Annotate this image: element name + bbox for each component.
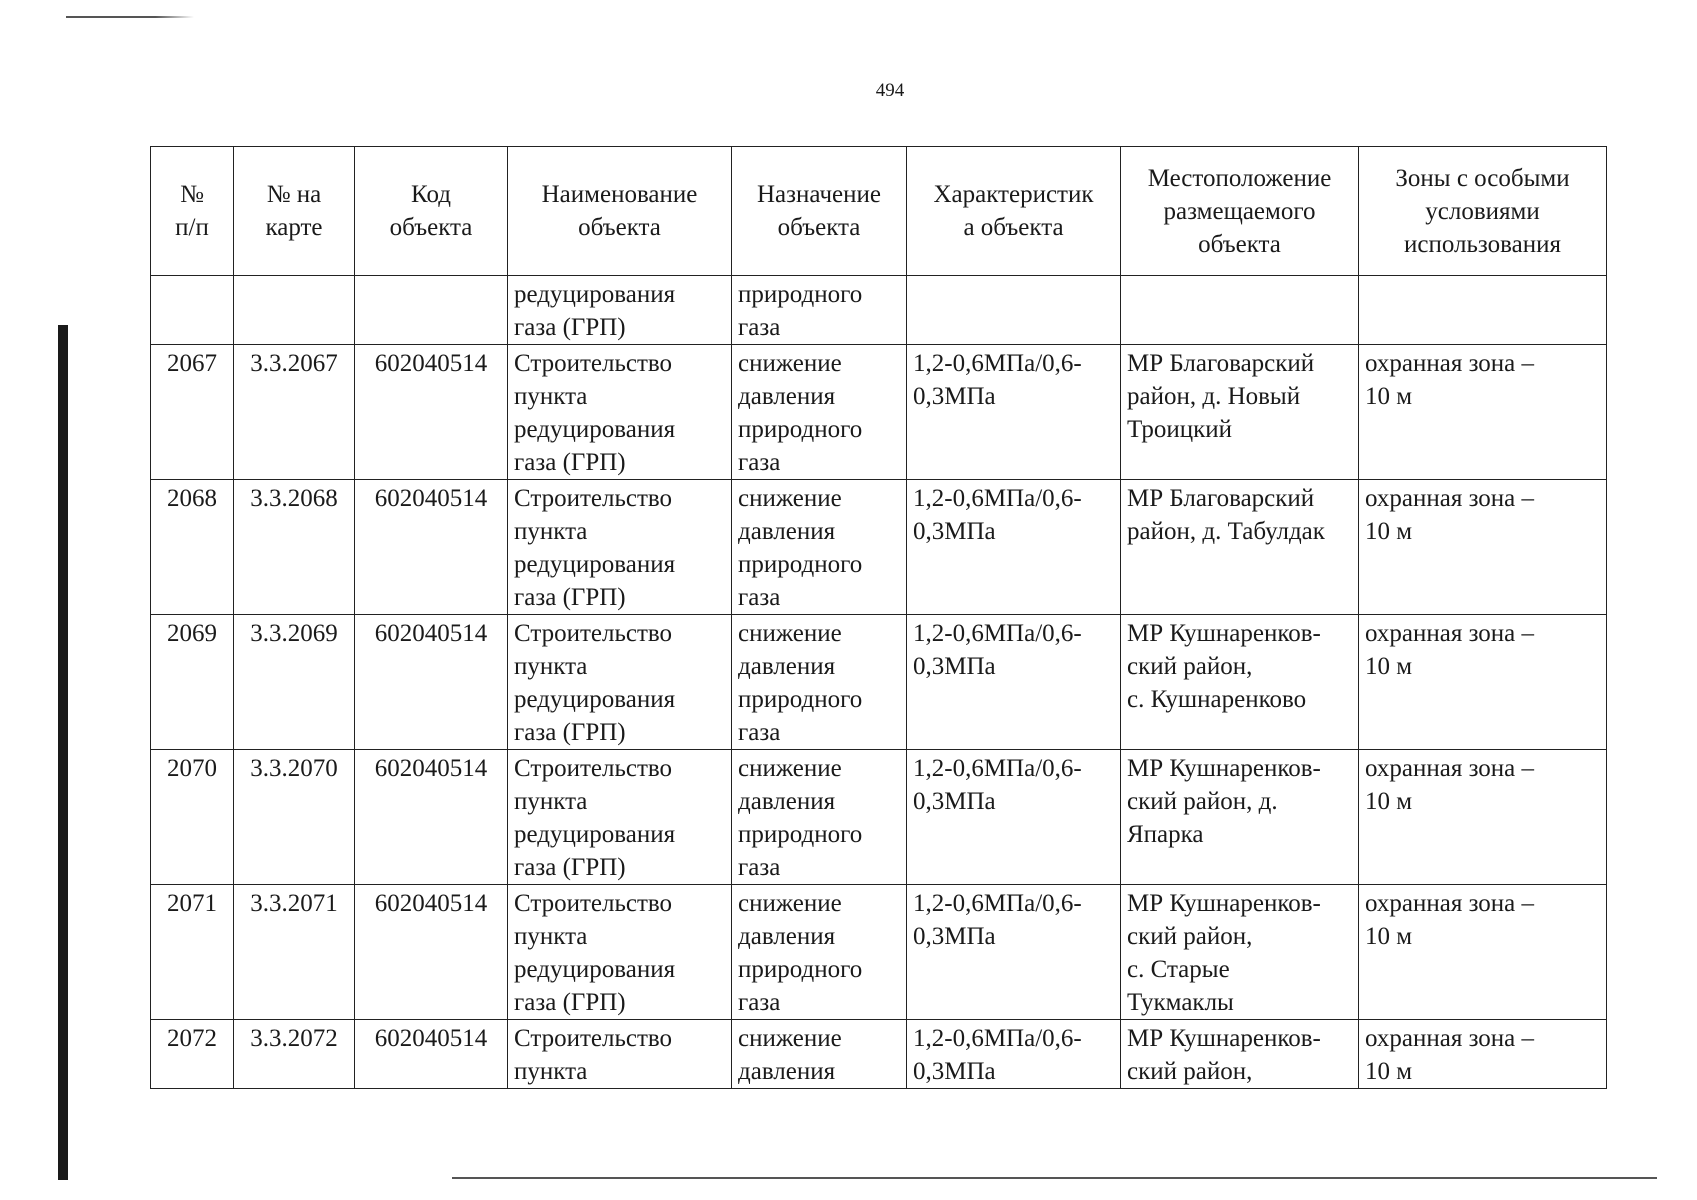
table-cell — [1121, 1020, 1359, 1089]
cell-text-line: ский район, д. — [1127, 788, 1278, 815]
scan-artifact-top-line — [66, 16, 194, 18]
cell-text-line: газа (ГРП) — [514, 854, 626, 881]
cell-text-line: редуцирования — [514, 281, 676, 308]
cell-text-line: 1,2-0,6МПа/0,6- — [913, 755, 1082, 782]
cell-text-line: природного — [738, 956, 863, 983]
cell-text-line: размещаемого — [1163, 197, 1316, 225]
cell-text-line: природного — [738, 281, 863, 308]
table-cell — [508, 750, 732, 885]
cell-text-line: 3.3.2067 — [250, 350, 338, 377]
cell-text-line: Код — [411, 181, 451, 208]
cell-text-line: МР Кушнаренков- — [1127, 890, 1321, 917]
scan-artifact-bottom-line — [452, 1177, 1657, 1179]
cell-text-line: 602040514 — [374, 620, 488, 647]
cell-text-line: Характеристик — [933, 181, 1094, 208]
table-cell — [234, 1020, 355, 1089]
cell-text-line: 10 м — [1365, 518, 1413, 545]
cell-text-line: охранная зона – — [1365, 620, 1535, 647]
cell-text-line: газа (ГРП) — [514, 449, 626, 476]
table-cell — [732, 885, 907, 1020]
table-cell — [907, 276, 1121, 345]
cell-text-line: редуцирования — [514, 956, 676, 983]
cell-text-line: 1,2-0,6МПа/0,6- — [913, 620, 1082, 647]
cell-text-line: МР Благоварский — [1127, 350, 1315, 377]
table-cell — [234, 750, 355, 885]
cell-text-line: давления — [738, 518, 836, 545]
cell-text-line: природного — [738, 686, 863, 713]
objects-table — [150, 146, 1607, 1089]
cell-text-line: 10 м — [1365, 1058, 1413, 1085]
header-cell — [355, 147, 508, 276]
table-cell — [151, 276, 234, 345]
cell-text-line: редуцирования — [514, 821, 676, 848]
cell-text-line: ский район, — [1127, 923, 1253, 950]
cell-text-line: 0,3МПа — [913, 653, 996, 680]
cell-text-line: давления — [738, 788, 836, 815]
table-cell — [508, 615, 732, 750]
table-row — [151, 885, 1607, 1020]
header-cell — [907, 147, 1121, 276]
cell-text-line: с. Старые — [1127, 956, 1230, 983]
cell-text-line: давления — [738, 1058, 836, 1085]
table-cell — [151, 615, 234, 750]
table-cell — [732, 1020, 907, 1089]
cell-text-line: Строительство — [514, 485, 673, 512]
table-cell — [732, 750, 907, 885]
cell-text-line: редуцирования — [514, 686, 676, 713]
table-cell — [1121, 480, 1359, 615]
cell-text-line: природного — [738, 551, 863, 578]
cell-text-line: редуцирования — [514, 416, 676, 443]
cell-text-line: охранная зона – — [1365, 755, 1535, 782]
page-number: 494 — [875, 80, 905, 101]
cell-text-line: газа (ГРП) — [514, 989, 626, 1016]
cell-text-line: природного — [738, 416, 863, 443]
cell-text-line: пункта — [514, 1058, 588, 1085]
table-cell — [508, 885, 732, 1020]
cell-text-line: 3.3.2068 — [250, 485, 338, 512]
cell-text-line: снижение — [738, 620, 842, 647]
cell-text-line: газа — [738, 449, 781, 476]
cell-text-line: редуцирования — [514, 551, 676, 578]
cell-text-line: 1,2-0,6МПа/0,6- — [913, 1025, 1082, 1052]
table-row — [151, 480, 1607, 615]
cell-text-line: № на — [266, 181, 322, 208]
cell-text-line: 0,3МПа — [913, 1058, 996, 1085]
cell-text-line: район, д. Новый — [1127, 383, 1301, 410]
table-cell — [1359, 750, 1607, 885]
cell-text-line: объекта — [578, 214, 661, 241]
cell-text-line: объекта — [777, 214, 861, 241]
cell-text-line: 10 м — [1365, 923, 1413, 950]
cell-text-line: газа — [738, 854, 781, 881]
table-row-continuation — [151, 276, 1607, 345]
table-row — [151, 1020, 1607, 1089]
cell-text-line: газа (ГРП) — [514, 314, 626, 341]
table-cell — [1121, 885, 1359, 1020]
cell-text-line: пункта — [514, 518, 588, 545]
cell-text-line: Строительство — [514, 1025, 673, 1052]
cell-text-line: 0,3МПа — [913, 923, 996, 950]
table-cell — [508, 480, 732, 615]
cell-text-line: Троицкий — [1127, 416, 1232, 443]
cell-text-line: № — [180, 181, 204, 208]
cell-text-line: 602040514 — [374, 350, 488, 377]
cell-text-line: пункта — [514, 788, 588, 815]
cell-text-line: Япарка — [1127, 821, 1204, 848]
table-cell — [1359, 1020, 1607, 1089]
table-cell — [732, 480, 907, 615]
table-cell — [234, 615, 355, 750]
table-cell — [1359, 276, 1607, 345]
cell-text-line: пункта — [514, 383, 588, 410]
cell-text-line: ский район, — [1127, 1058, 1253, 1085]
table-cell — [907, 480, 1121, 615]
cell-text-line: 0,3МПа — [913, 788, 996, 815]
cell-text-line: 1,2-0,6МПа/0,6- — [913, 890, 1082, 917]
table-cell — [907, 345, 1121, 480]
cell-text-line: 602040514 — [374, 485, 488, 512]
header-cell — [151, 147, 234, 276]
cell-text-line: давления — [738, 923, 836, 950]
cell-text-line: Зоны с особыми — [1395, 164, 1570, 192]
cell-text-line: пункта — [514, 923, 588, 950]
cell-text-line: газа — [738, 314, 781, 341]
cell-text-line: газа (ГРП) — [514, 719, 626, 746]
cell-text-line: Строительство — [514, 350, 673, 377]
cell-text-line: газа — [738, 989, 781, 1016]
table-cell — [355, 276, 508, 345]
cell-text-line: Местоположение — [1147, 164, 1332, 192]
cell-text-line: 602040514 — [374, 1025, 488, 1052]
table-cell — [355, 750, 508, 885]
table-cell — [1121, 750, 1359, 885]
cell-text-line: 2072 — [167, 1025, 217, 1052]
cell-text-line: снижение — [738, 350, 842, 377]
table-cell — [508, 276, 732, 345]
cell-text-line: МР Кушнаренков- — [1127, 620, 1321, 647]
cell-text-line: 3.3.2071 — [250, 890, 338, 917]
table-cell — [355, 1020, 508, 1089]
cell-text-line: снижение — [738, 890, 842, 917]
table-cell — [151, 885, 234, 1020]
cell-text-line: объекта — [1198, 230, 1281, 258]
cell-text-line: 602040514 — [374, 755, 488, 782]
cell-text-line: ский район, — [1127, 653, 1253, 680]
scan-artifact-left-bar — [58, 325, 68, 1180]
cell-text-line: 1,2-0,6МПа/0,6- — [913, 350, 1082, 377]
cell-text-line: Строительство — [514, 620, 673, 647]
table-cell — [732, 615, 907, 750]
cell-text-line: давления — [738, 383, 836, 410]
cell-text-line: 2067 — [167, 350, 217, 377]
cell-text-line: условиями — [1425, 197, 1540, 225]
cell-text-line: 2071 — [167, 890, 217, 917]
cell-text-line: использования — [1404, 230, 1561, 258]
cell-text-line: давления — [738, 653, 836, 680]
cell-text-line: Строительство — [514, 755, 673, 782]
table-cell — [907, 750, 1121, 885]
header-cell — [508, 147, 732, 276]
cell-text-line: природного — [738, 821, 863, 848]
cell-text-line: 10 м — [1365, 383, 1413, 410]
table-cell — [234, 885, 355, 1020]
cell-text-line: охранная зона – — [1365, 1025, 1535, 1052]
table-cell — [151, 345, 234, 480]
cell-text-line: объекта — [389, 214, 473, 241]
cell-text-line: Наименование — [541, 181, 698, 208]
cell-text-line: газа — [738, 719, 781, 746]
table-cell — [732, 276, 907, 345]
cell-text-line: 2070 — [167, 755, 217, 782]
cell-text-line: с. Кушнаренково — [1127, 686, 1307, 713]
cell-text-line: а объекта — [963, 214, 1064, 241]
header-cell — [234, 147, 355, 276]
cell-text-line: район, д. Табулдак — [1127, 518, 1325, 545]
table-cell — [508, 1020, 732, 1089]
table-cell — [355, 885, 508, 1020]
cell-text-line: охранная зона – — [1365, 890, 1535, 917]
table-cell — [1121, 615, 1359, 750]
table-row — [151, 345, 1607, 480]
cell-text-line: снижение — [738, 755, 842, 782]
table-cell — [907, 615, 1121, 750]
header-cell — [1121, 147, 1359, 276]
cell-text-line: 0,3МПа — [913, 518, 996, 545]
table-header-row — [151, 147, 1607, 276]
cell-text-line: пункта — [514, 653, 588, 680]
table-cell — [1121, 345, 1359, 480]
table-cell — [732, 345, 907, 480]
header-cell — [1359, 147, 1607, 276]
cell-text-line: МР Благоварский — [1127, 485, 1315, 512]
table-cell — [1359, 480, 1607, 615]
table-row — [151, 615, 1607, 750]
table-cell — [355, 615, 508, 750]
cell-text-line: газа — [738, 584, 781, 611]
table-row — [151, 750, 1607, 885]
table-cell — [355, 345, 508, 480]
table-cell — [151, 1020, 234, 1089]
cell-text-line: Назначение — [756, 181, 882, 208]
cell-text-line: снижение — [738, 1025, 842, 1052]
table-cell — [151, 750, 234, 885]
cell-text-line: Строительство — [514, 890, 673, 917]
cell-text-line: Тукмаклы — [1127, 989, 1234, 1016]
cell-text-line: карте — [265, 214, 323, 241]
table-cell — [234, 345, 355, 480]
cell-text-line: 0,3МПа — [913, 383, 996, 410]
table-cell — [1359, 885, 1607, 1020]
table-cell — [1359, 615, 1607, 750]
table-cell — [907, 1020, 1121, 1089]
cell-text-line: 3.3.2069 — [250, 620, 338, 647]
cell-text-line: МР Кушнаренков- — [1127, 755, 1321, 782]
cell-text-line: 3.3.2070 — [250, 755, 338, 782]
cell-text-line: охранная зона – — [1365, 350, 1535, 377]
table-cell — [1121, 276, 1359, 345]
table-cell — [508, 345, 732, 480]
cell-text-line: 3.3.2072 — [250, 1025, 338, 1052]
cell-text-line: 2068 — [167, 485, 217, 512]
cell-text-line: 2069 — [167, 620, 217, 647]
table-cell — [1359, 345, 1607, 480]
cell-text-line: газа (ГРП) — [514, 584, 626, 611]
table-cell — [907, 885, 1121, 1020]
table-cell — [355, 480, 508, 615]
table-cell — [151, 480, 234, 615]
cell-text-line: охранная зона – — [1365, 485, 1535, 512]
table-cell — [234, 480, 355, 615]
cell-text-line: 602040514 — [374, 890, 488, 917]
cell-text-line: 10 м — [1365, 653, 1413, 680]
cell-text-line: 1,2-0,6МПа/0,6- — [913, 485, 1082, 512]
cell-text-line: п/п — [175, 214, 209, 241]
cell-text-line: 10 м — [1365, 788, 1413, 815]
cell-text-line: МР Кушнаренков- — [1127, 1025, 1321, 1052]
header-cell — [732, 147, 907, 276]
cell-text-line: снижение — [738, 485, 842, 512]
table-cell — [234, 276, 355, 345]
